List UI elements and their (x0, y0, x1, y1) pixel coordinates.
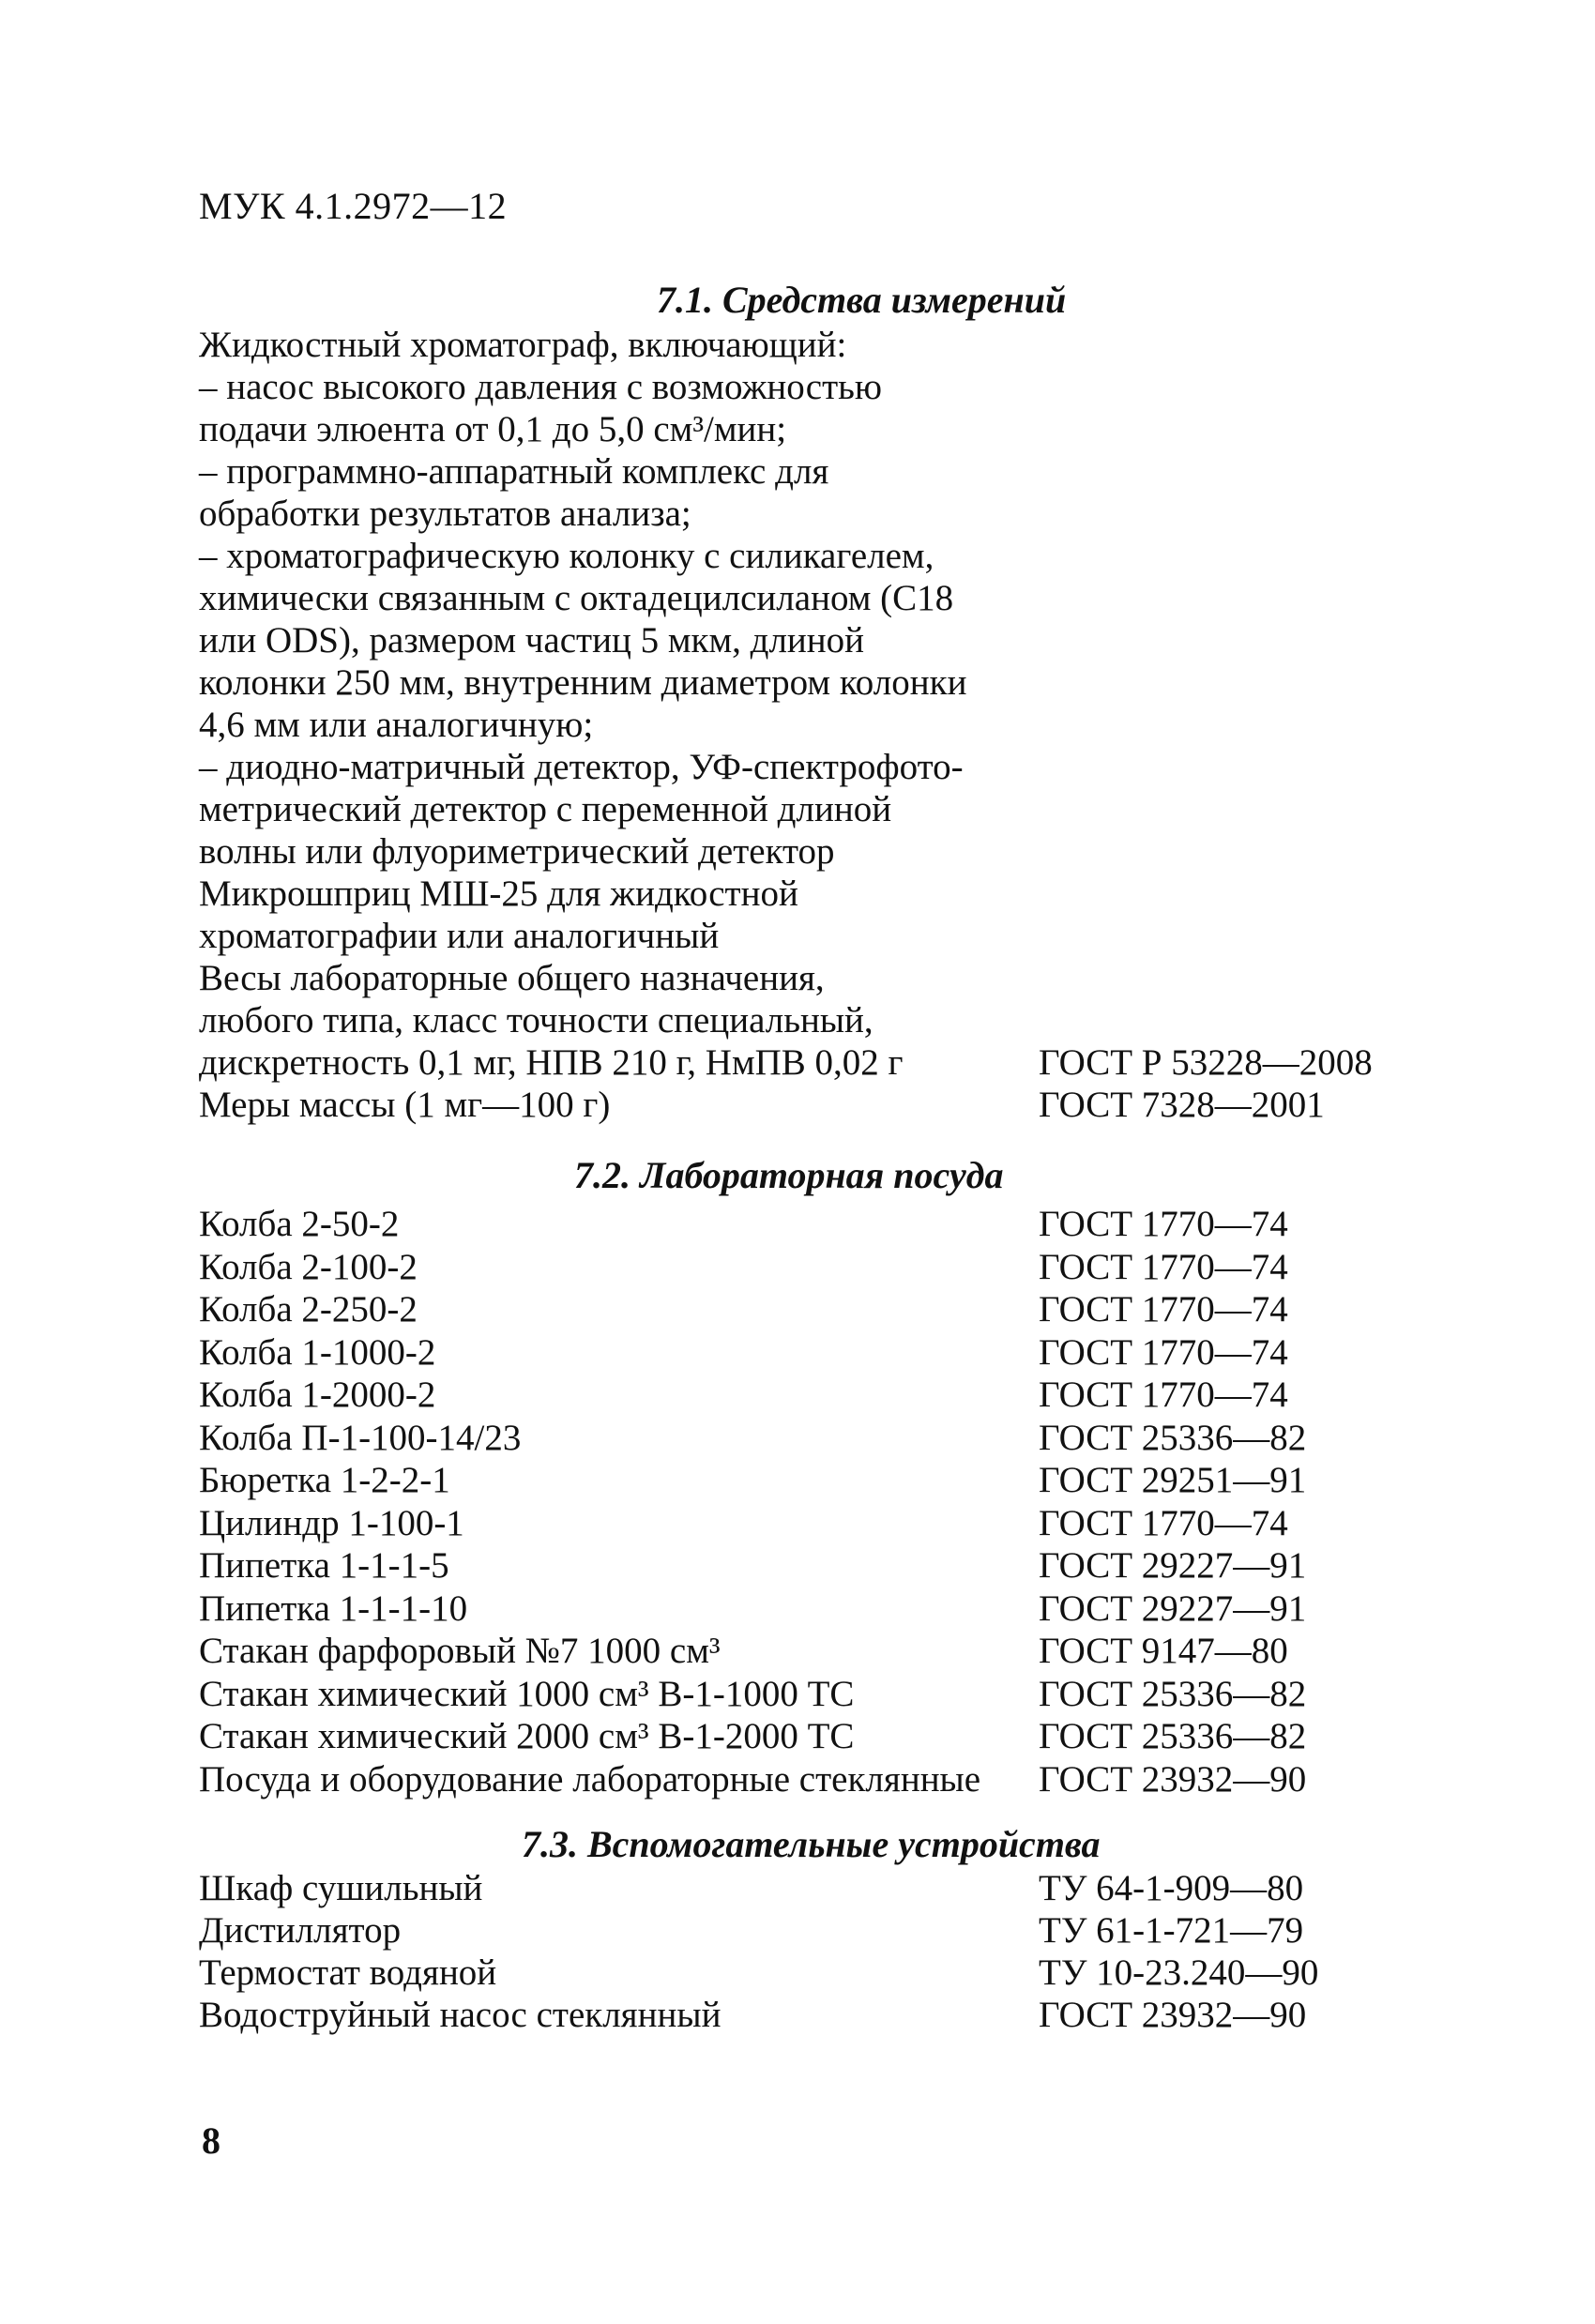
description-line: обработки результатов анализа; (199, 494, 691, 534)
equipment-name: Колба 2-100-2 (199, 1246, 418, 1287)
equipment-name: дискретность 0,1 мг, НПВ 210 г, НмПВ 0,02 г (199, 1042, 904, 1083)
doc-code-header: МУК 4.1.2972—12 (199, 185, 508, 227)
standard-reference: ТУ 64-1-909—80 (1039, 1868, 1304, 1908)
standard-reference: ГОСТ 1770—74 (1039, 1289, 1288, 1329)
description-line: химически связанным с октадецилсиланом (С18 (199, 578, 954, 618)
description-line: – программно-аппаратный комплекс для (199, 451, 829, 492)
description-line: Жидкостный хроматограф, включающий: (199, 325, 847, 365)
standard-reference: ГОСТ Р 53228—2008 (1039, 1042, 1373, 1083)
equipment-row (199, 1715, 1419, 1758)
standard-reference: ГОСТ 9147—80 (1039, 1631, 1288, 1671)
equipment-name: Дистиллятор (199, 1910, 402, 1951)
equipment-row (199, 1952, 1419, 1995)
equipment-row (199, 1417, 1419, 1460)
equipment-row (199, 1587, 1419, 1631)
equipment-row (199, 1041, 1419, 1085)
standard-reference: ГОСТ 23932—90 (1039, 1758, 1307, 1800)
equipment-name: Стакан фарфоровый №7 1000 см³ (199, 1631, 721, 1671)
equipment-name: Колба П-1-100-14/23 (199, 1417, 522, 1458)
equipment-name: Колба 1-2000-2 (199, 1375, 436, 1415)
description-line: колонки 250 мм, внутренним диаметром колонки (199, 662, 967, 703)
section-title-auxiliary-devices: 7.3. Вспомогательные устройства (522, 1823, 1101, 1865)
description-line: – диодно-матричный детектор, УФ-спектрофото- (199, 747, 964, 787)
equipment-row (199, 1459, 1419, 1502)
description-line: – хроматографическую колонку с силикагелем, (199, 536, 934, 576)
equipment-row (199, 1867, 1419, 1910)
section-title-measuring-instruments: 7.1. Средства измерений (657, 279, 1067, 321)
standard-reference: ТУ 61-1-721—79 (1039, 1910, 1304, 1951)
equipment-name: Колба 1-1000-2 (199, 1331, 436, 1373)
equipment-name: Меры массы (1 мг—100 г) (199, 1085, 611, 1125)
equipment-row (199, 1374, 1419, 1417)
equipment-row (199, 1909, 1419, 1952)
equipment-row (199, 1758, 1419, 1801)
equipment-row (199, 1084, 1419, 1127)
equipment-row (199, 1994, 1419, 2037)
equipment-name: Пипетка 1-1-1-10 (199, 1587, 468, 1629)
equipment-name: Термостат водяной (199, 1952, 497, 1993)
equipment-name: Колба 2-250-2 (199, 1289, 418, 1329)
standard-reference: ГОСТ 1770—74 (1039, 1502, 1288, 1543)
standard-reference: ГОСТ 29227—91 (1039, 1587, 1307, 1629)
standard-reference: ГОСТ 29251—91 (1039, 1460, 1307, 1500)
description-line: волны или флуориметрический детектор (199, 831, 835, 872)
standard-reference: ГОСТ 1770—74 (1039, 1375, 1288, 1415)
standard-reference: ГОСТ 7328—2001 (1039, 1085, 1325, 1125)
description-line: подачи элюента от 0,1 до 5,0 см³/мин; (199, 409, 787, 449)
measuring-instruments-description (199, 324, 1043, 1041)
section-title-lab-glassware: 7.2. Лабораторная посуда (574, 1154, 1004, 1196)
equipment-name: Стакан химический 1000 см³ В-1-1000 ТС (199, 1673, 855, 1714)
description-line: хроматографии или аналогичный (199, 916, 720, 956)
description-line: Микрошприц МШ-25 для жидкостной (199, 873, 798, 914)
equipment-name: Посуда и оборудование лабораторные стеклянные (199, 1758, 981, 1800)
standard-reference: ТУ 10-23.240—90 (1039, 1952, 1319, 1993)
equipment-name: Бюретка 1-2-2-1 (199, 1460, 450, 1500)
equipment-name: Шкаф сушильный (199, 1868, 483, 1908)
standard-reference: ГОСТ 23932—90 (1039, 1995, 1307, 2035)
standard-reference: ГОСТ 1770—74 (1039, 1331, 1288, 1373)
standard-reference: ГОСТ 1770—74 (1039, 1246, 1288, 1287)
description-line: – насос высокого давления с возможностью (199, 367, 883, 407)
page-number: 8 (202, 2119, 220, 2162)
equipment-row (199, 1246, 1419, 1289)
standard-reference: ГОСТ 25336—82 (1039, 1673, 1307, 1714)
equipment-row (199, 1630, 1419, 1673)
equipment-row (199, 1502, 1419, 1545)
equipment-name: Колба 2-50-2 (199, 1204, 400, 1244)
equipment-row (199, 1673, 1419, 1716)
standard-reference: ГОСТ 1770—74 (1039, 1204, 1288, 1244)
description-line: Весы лабораторные общего назначения, (199, 958, 825, 998)
equipment-name: Цилиндр 1-100-1 (199, 1502, 464, 1543)
equipment-row (199, 1203, 1419, 1246)
standard-reference: ГОСТ 25336—82 (1039, 1417, 1307, 1458)
description-line: метрический детектор с переменной длиной (199, 789, 892, 829)
description-line: или ODS), размером частиц 5 мкм, длиной (199, 620, 865, 661)
description-line: 4,6 мм или аналогичную; (199, 705, 594, 745)
equipment-name: Водоструйный насос стеклянный (199, 1995, 722, 2035)
equipment-name: Пипетка 1-1-1-5 (199, 1545, 449, 1586)
equipment-name: Стакан химический 2000 см³ В-1-2000 ТС (199, 1716, 855, 1756)
description-line: любого типа, класс точности специальный, (199, 1000, 873, 1040)
equipment-row (199, 1288, 1419, 1331)
standard-reference: ГОСТ 29227—91 (1039, 1545, 1307, 1586)
equipment-row (199, 1544, 1419, 1587)
equipment-row (199, 1331, 1419, 1375)
standard-reference: ГОСТ 25336—82 (1039, 1716, 1307, 1756)
